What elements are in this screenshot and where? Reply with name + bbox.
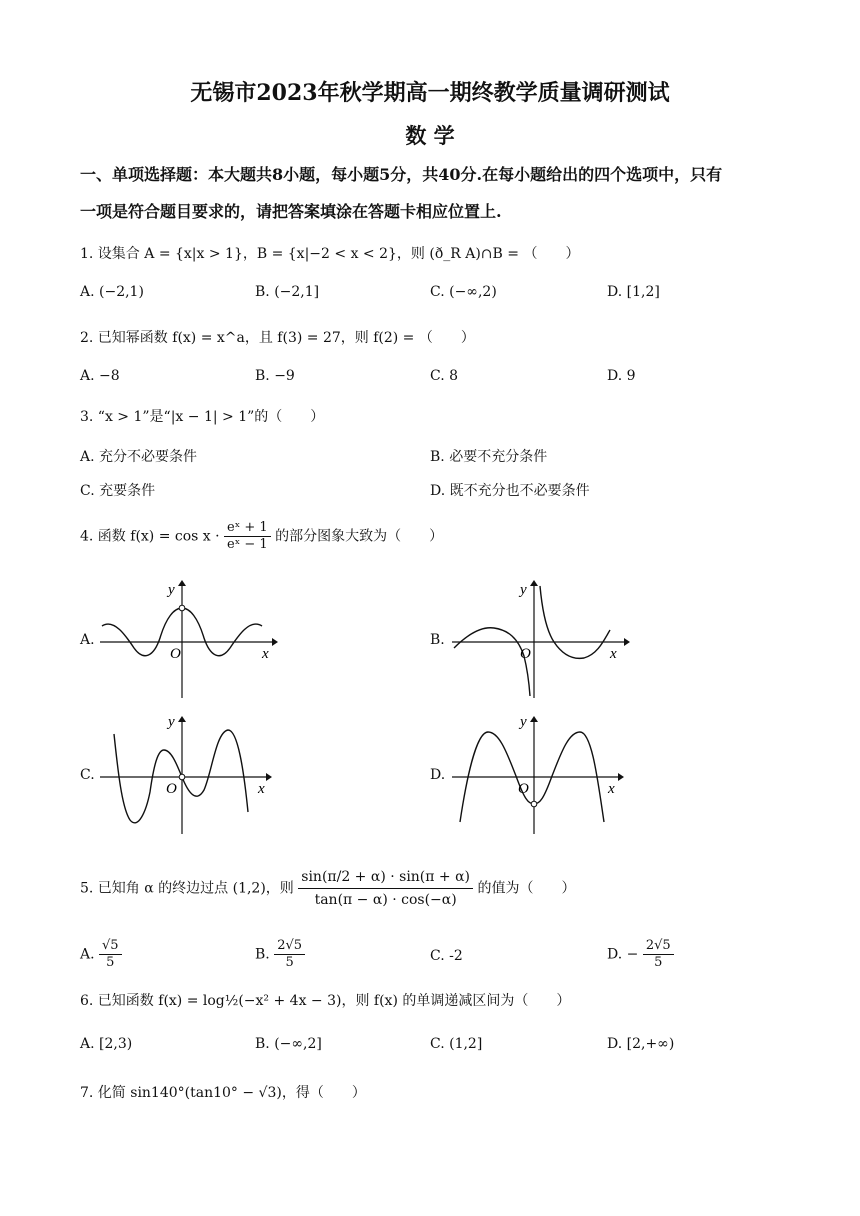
q6-option-c: C. (1,2] (430, 1036, 483, 1052)
q2-option-c: C. 8 (430, 368, 459, 384)
q4-fraction-denominator: eˣ − 1 (227, 537, 268, 552)
q3-option-d: D. 既不充分也不必要条件 (430, 483, 590, 499)
graph-a-open-point (179, 605, 185, 611)
q2-option-d: D. 9 (607, 368, 636, 384)
graph-c-origin-label: O (166, 781, 177, 797)
q5-option-d-sign: − (626, 946, 639, 963)
graph-a-x-label: x (262, 646, 269, 662)
q5-option-a-fraction (99, 938, 122, 971)
q5-fraction (298, 866, 473, 911)
question-3-stem: 3. “x > 1”是“|x − 1| > 1”的（ ） (80, 409, 325, 425)
q4-fraction-numerator: eˣ + 1 (224, 520, 271, 537)
question-1-stem: 1. 设集合 A = {x|x > 1}，B = {x|−2 < x < 2}，则 (ð_R A)∩B = （ ） (80, 246, 580, 262)
q4-graph-d (452, 712, 627, 836)
graph-a-y-arrow (178, 580, 186, 586)
q4-option-a: A. (80, 632, 95, 648)
q5-option-b-fraction (274, 938, 305, 971)
q5-option-d-num: 2√5 (643, 938, 674, 955)
q5-option-d-label: D. (607, 946, 623, 963)
q4-stem-prefix: 4. 函数 f(x) = cos x · (80, 528, 220, 545)
q5-option-c: C. -2 (430, 948, 463, 964)
q3-option-a: A. 充分不必要条件 (80, 449, 198, 465)
graph-c-x-arrow (266, 773, 272, 781)
graph-d-origin-label: O (518, 781, 529, 797)
q5-option-a-den: 5 (106, 955, 115, 970)
q2-option-a: A. −8 (80, 368, 120, 384)
question-6-stem: 6. 已知函数 f(x) = log½(−x² + 4x − 3)，则 f(x) 的单调递减区间为（ ） (80, 993, 571, 1009)
graph-a-origin-label: O (170, 646, 181, 662)
graph-a-x-arrow (272, 638, 278, 646)
graph-b-x-label: x (610, 646, 617, 662)
graph-c-open-point (179, 774, 185, 780)
q3-option-c: C. 充要条件 (80, 483, 156, 499)
q6-option-d: D. [2,+∞) (607, 1036, 675, 1052)
q4-graph-c (100, 712, 275, 836)
graph-d-open-point (531, 801, 537, 807)
graph-c-y-label: y (168, 714, 175, 730)
q5-option-d-fraction (643, 938, 674, 971)
q4-option-c: C. (80, 767, 95, 783)
section-heading-line2: 一项是符合题目要求的，请把答案填涂在答题卡相应位置上. (80, 202, 502, 221)
q5-stem-suffix: 的值为（ ） (477, 880, 576, 897)
graph-b-x-arrow (624, 638, 630, 646)
q4-graph-a (100, 578, 275, 700)
q5-option-d (607, 938, 674, 971)
q4-graph-b (452, 578, 627, 700)
q5-option-b-den: 5 (285, 955, 294, 970)
section-heading-line1: 一、单项选择题：本大题共8小题，每小题5分，共40分.在每小题给出的四个选项中，只有 (80, 165, 723, 184)
q5-option-a-label: A. (80, 946, 95, 963)
q5-option-a-num: √5 (99, 938, 122, 955)
graph-d-x-arrow (618, 773, 624, 781)
exam-title: 无锡市2023年秋学期高一期终教学质量调研测试 (190, 80, 670, 106)
q5-option-a (80, 938, 122, 971)
q5-option-b (255, 938, 305, 971)
q2-option-b: B. −9 (255, 368, 295, 384)
graph-b-y-label: y (520, 582, 527, 598)
graph-b-curve-right (540, 586, 610, 658)
q5-option-d-den: 5 (654, 955, 663, 970)
question-5-stem (80, 866, 575, 911)
graph-c-x-label: x (258, 781, 265, 797)
q4-stem-suffix: 的部分图象大致为（ ） (275, 528, 444, 545)
graph-b-curve-left (454, 628, 530, 696)
q1-option-a: A. (−2,1) (80, 284, 144, 300)
q4-fraction (224, 520, 271, 553)
subject-title: 数 学 (405, 123, 455, 148)
graph-d-x-label: x (608, 781, 615, 797)
q3-option-b: B. 必要不充分条件 (430, 449, 548, 465)
graph-d-y-label: y (520, 714, 527, 730)
q5-fraction-numerator: sin(π/2 + α) · sin(π + α) (298, 866, 473, 889)
q5-stem-prefix: 5. 已知角 α 的终边过点 (1,2)，则 (80, 880, 294, 897)
q5-option-b-label: B. (255, 946, 270, 963)
q5-fraction-denominator: tan(π − α) · cos(−α) (314, 892, 457, 908)
q5-option-b-num: 2√5 (274, 938, 305, 955)
q6-option-a: A. [2,3) (80, 1036, 133, 1052)
q1-option-c: C. (−∞,2) (430, 284, 497, 300)
graph-c-y-arrow (178, 716, 186, 722)
graph-b-y-arrow (530, 580, 538, 586)
graph-b-origin-label: O (520, 646, 531, 662)
q1-option-b: B. (−2,1] (255, 284, 320, 300)
question-2-stem: 2. 已知幂函数 f(x) = x^a，且 f(3) = 27，则 f(2) = （ ） (80, 330, 475, 346)
q6-option-b: B. (−∞,2] (255, 1036, 322, 1052)
q4-option-d: D. (430, 767, 446, 783)
graph-a-y-label: y (168, 582, 175, 598)
q1-option-d: D. [1,2] (607, 284, 660, 300)
question-7-stem: 7. 化简 sin140°(tan10° − √3)，得（ ） (80, 1085, 366, 1101)
question-4-stem (80, 520, 443, 553)
graph-d-y-arrow (530, 716, 538, 722)
q4-option-b: B. (430, 632, 445, 648)
